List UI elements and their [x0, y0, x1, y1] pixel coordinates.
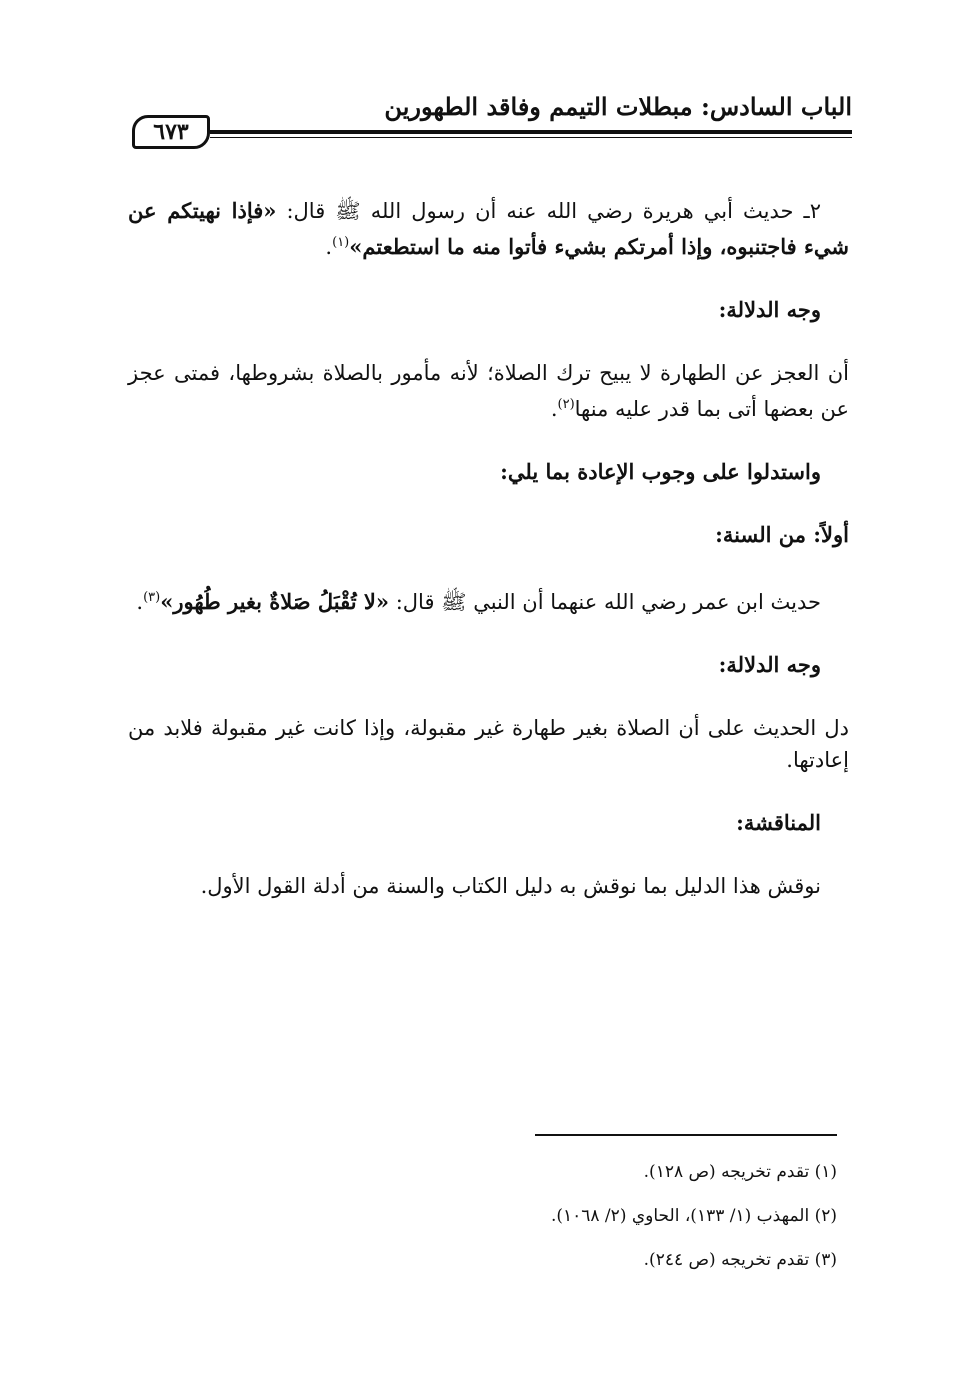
chapter-title: الباب السادس: مبطلات التيمم وفاقد الطهورين [384, 92, 852, 121]
footnote-item: (٢) المهذب (١/ ١٣٣)، الحاوي (٢/ ١٠٦٨). [550, 1206, 837, 1226]
section-heading: المناقشة: [736, 810, 821, 835]
paragraph-lead: حديث ابن عمر رضي الله عنهما أن النبي ﷺ قال: [389, 590, 821, 614]
paragraph-text: أن العجز عن الطهارة لا يبيح ترك الصلاة؛ لأنه مأمور بالصلاة بشروطها، فمتى عجز عن بعضها أتى بما قدر عليه منها [128, 361, 849, 421]
footnote-item: (١) تقدم تخريجه (ص ١٢٨). [643, 1162, 837, 1182]
page-number [132, 115, 210, 149]
header-rule-thin [210, 137, 852, 138]
paragraph-hadith-abu-hurayra: ٢ـ حديث أبي هريرة رضي الله عنه أن رسول الله ﷺ قال: «فإذا نهيتكم عن شيء فاجتنبوه، وإذا أمرتكم بشيء فأتوا منه ما استطعتم»$^{(١)}$. [128, 198, 849, 259]
hadith-quote: «لا تُقْبَلُ صَلاةٌ بغير طُهُور» [160, 589, 390, 614]
paragraph-lead: ٢ـ حديث أبي هريرة رضي الله عنه أن رسول الله ﷺ قال: [276, 199, 821, 223]
page-number-text: ٦٧٣ [153, 119, 189, 145]
footnotes [551, 1160, 837, 1292]
footnote-ref-2: (٢) [557, 397, 575, 412]
section-heading: وجه الدلالة: [718, 652, 821, 677]
paragraph-hadith-ibn-umar: حديث ابن عمر رضي الله عنهما أن النبي ﷺ قال: «لا تُقْبَلُ صَلاةٌ بغير طُهُور»$^{(٣)}$. [136, 589, 821, 614]
section-heading: وجه الدلالة: [718, 297, 821, 322]
section-heading-sunnah [128, 519, 849, 551]
header-rule [210, 130, 852, 134]
footnote-separator [535, 1134, 837, 1136]
footnote-ref-1: (١) [332, 235, 350, 250]
footnote-item: (٣) تقدم تخريجه (ص ٢٤٤). [643, 1250, 837, 1270]
section-heading: واستدلوا على وجوب الإعادة بما يلي: [500, 459, 821, 484]
heading-text: أولاً: من السنة: [715, 522, 849, 547]
paragraph-text: نوقش هذا الدليل بما نوقش به دليل الكتاب والسنة من أدلة القول الأول. [200, 874, 821, 898]
hadith-quote: «فإذا نهيتكم عن شيء فاجتنبوه، وإذا أمرتكم بشيء فأتوا منه ما استطعتم» [128, 198, 849, 259]
footnote-ref-3: (٣) [143, 590, 161, 605]
paragraph-evidence: أن العجز عن الطهارة لا يبيح ترك الصلاة؛ لأنه مأمور بالصلاة بشروطها، فمتى عجز عن بعضها أتى بما قدر عليه منها$^{(٢)}$. [128, 361, 849, 421]
paragraph-text: دل الحديث على أن الصلاة بغير طهارة غير مقبولة، وإذا كانت غير مقبولة فلابد من إعادتها. [128, 716, 849, 772]
body-text [128, 195, 849, 933]
